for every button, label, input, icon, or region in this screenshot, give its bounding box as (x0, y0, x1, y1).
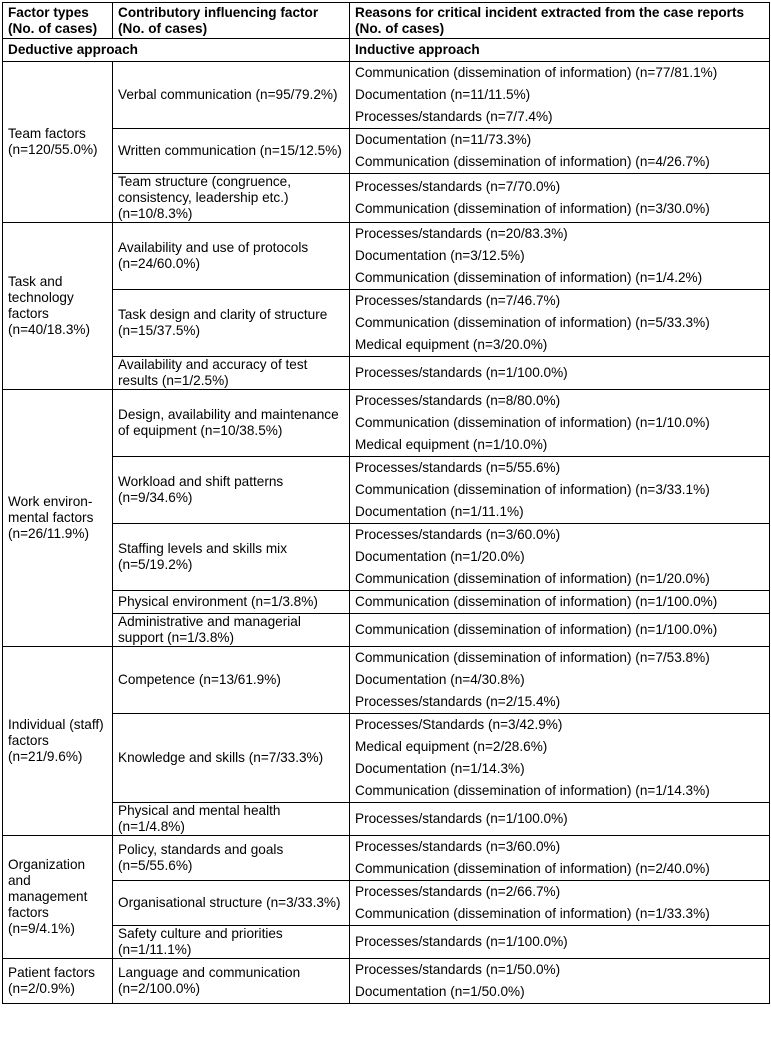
reason-item: Processes/standards (n=8/80.0%) (355, 393, 561, 408)
reason-item: Communication (dissemination of information) (n=7/53.8%) (355, 650, 710, 665)
reasons-cell (350, 174, 770, 223)
contributory-factor-cell: Workload and shift patterns (n=9/34.6%) (113, 457, 350, 524)
reason-item: Medical equipment (n=3/20.0%) (355, 337, 548, 352)
table-row (3, 457, 770, 524)
table-row (3, 714, 770, 803)
reasons-cell (350, 647, 770, 714)
reasons-cell (350, 129, 770, 174)
reason-item: Communication (dissemination of information) (n=4/26.7%) (355, 154, 710, 169)
reasons-cell (350, 926, 770, 959)
contributory-factor-cell: Availability and use of protocols (n=24/60.0%) (113, 223, 350, 290)
reason-item: Processes/standards (n=20/83.3%) (355, 226, 568, 241)
reason-item: Documentation (n=3/12.5%) (355, 248, 525, 263)
reasons-cell (350, 290, 770, 357)
reason-item: Processes/standards (n=3/60.0%) (355, 839, 561, 854)
contributory-factor-cell: Team structure (congruence, consistency, leadership etc.) (n=10/8.3%) (113, 174, 350, 223)
reason-item: Medical equipment (n=1/10.0%) (355, 437, 548, 452)
reasons-cell (350, 959, 770, 1004)
reason-item: Processes/standards (n=1/100.0%) (355, 934, 568, 949)
reasons-cell (350, 836, 770, 881)
reasons-cell (350, 524, 770, 591)
reasons-cell (350, 881, 770, 926)
reason-item: Processes/standards (n=1/50.0%) (355, 962, 561, 977)
table-row (3, 390, 770, 457)
factor-type-cell: Patient factors (n=2/0.9%) (3, 959, 113, 1004)
reason-item: Processes/standards (n=5/55.6%) (355, 460, 561, 475)
reason-item: Processes/standards (n=1/100.0%) (355, 365, 568, 380)
factor-type-cell: Work environ-mental factors (n=26/11.9%) (3, 390, 113, 647)
contributory-factor-cell: Administrative and managerial support (n=1/3.8%) (113, 614, 350, 647)
reason-item: Communication (dissemination of information) (n=1/10.0%) (355, 415, 710, 430)
header-row (3, 3, 770, 39)
reason-item: Processes/Standards (n=3/42.9%) (355, 717, 563, 732)
table-row (3, 926, 770, 959)
table-row (3, 357, 770, 390)
table-row (3, 223, 770, 290)
reason-item: Communication (dissemination of information) (n=5/33.3%) (355, 315, 710, 330)
factor-table (2, 2, 770, 1004)
reason-item: Documentation (n=1/11.1%) (355, 504, 524, 519)
table-row (3, 959, 770, 1004)
reason-item: Communication (dissemination of information) (n=3/30.0%) (355, 201, 710, 216)
subheader-row (3, 39, 770, 62)
reasons-cell (350, 223, 770, 290)
factor-type-cell: Individual (staff) factors (n=21/9.6%) (3, 647, 113, 836)
reason-item: Medical equipment (n=2/28.6%) (355, 739, 548, 754)
table-row (3, 647, 770, 714)
contributory-factor-cell: Design, availability and maintenance of equipment (n=10/38.5%) (113, 390, 350, 457)
contributory-factor-cell: Policy, standards and goals (n=5/55.6%) (113, 836, 350, 881)
reason-item: Communication (dissemination of information) (n=77/81.1%) (355, 65, 718, 80)
contributory-factor-cell: Organisational structure (n=3/33.3%) (113, 881, 350, 926)
contributory-factor-cell: Written communication (n=15/12.5%) (113, 129, 350, 174)
contributory-factor-cell: Language and communication (n=2/100.0%) (113, 959, 350, 1004)
reasons-cell (350, 803, 770, 836)
reason-item: Documentation (n=1/14.3%) (355, 761, 525, 776)
reasons-cell (350, 714, 770, 803)
reason-item: Processes/standards (n=2/66.7%) (355, 884, 561, 899)
subheader-inductive: Inductive approach (350, 39, 770, 62)
reason-item: Communication (dissemination of information) (n=3/33.1%) (355, 482, 710, 497)
factor-type-cell: Organization and management factors (n=9/4.1%) (3, 836, 113, 959)
header-factor-types: Factor types (No. of cases) (3, 3, 113, 39)
table-row (3, 524, 770, 591)
header-reasons: Reasons for critical incident extracted from the case reports (No. of cases) (350, 3, 770, 39)
table-row (3, 614, 770, 647)
contributory-factor-cell: Availability and accuracy of test results (n=1/2.5%) (113, 357, 350, 390)
reason-item: Processes/standards (n=2/15.4%) (355, 694, 561, 709)
reason-item: Processes/standards (n=3/60.0%) (355, 527, 561, 542)
reason-item: Processes/standards (n=7/46.7%) (355, 293, 561, 308)
reason-item: Processes/standards (n=7/70.0%) (355, 179, 561, 194)
reason-item: Documentation (n=11/73.3%) (355, 132, 532, 147)
reasons-cell (350, 591, 770, 614)
reason-item: Documentation (n=4/30.8%) (355, 672, 525, 687)
table-row (3, 881, 770, 926)
contributory-factor-cell: Staffing levels and skills mix (n=5/19.2%) (113, 524, 350, 591)
reason-item: Communication (dissemination of information) (n=1/14.3%) (355, 783, 710, 798)
reason-item: Documentation (n=11/11.5%) (355, 87, 531, 102)
table-row (3, 591, 770, 614)
reason-item: Processes/standards (n=1/100.0%) (355, 811, 568, 826)
table-row (3, 129, 770, 174)
reasons-cell (350, 457, 770, 524)
header-contributory-factor: Contributory influencing factor (No. of cases) (113, 3, 350, 39)
reason-item: Communication (dissemination of information) (n=1/100.0%) (355, 622, 718, 637)
contributory-factor-cell: Physical and mental health (n=1/4.8%) (113, 803, 350, 836)
table-row (3, 62, 770, 129)
contributory-factor-cell: Verbal communication (n=95/79.2%) (113, 62, 350, 129)
contributory-factor-cell: Task design and clarity of structure (n=15/37.5%) (113, 290, 350, 357)
subheader-deductive: Deductive approach (3, 39, 350, 62)
reason-item: Communication (dissemination of information) (n=1/4.2%) (355, 270, 703, 285)
reason-item: Processes/standards (n=7/7.4%) (355, 109, 553, 124)
reason-item: Communication (dissemination of information) (n=1/20.0%) (355, 571, 710, 586)
table-row (3, 174, 770, 223)
reasons-cell (350, 357, 770, 390)
reasons-cell (350, 614, 770, 647)
contributory-factor-cell: Safety culture and priorities (n=1/11.1%) (113, 926, 350, 959)
reason-item: Documentation (n=1/20.0%) (355, 549, 525, 564)
contributory-factor-cell: Knowledge and skills (n=7/33.3%) (113, 714, 350, 803)
table-row (3, 290, 770, 357)
reason-item: Documentation (n=1/50.0%) (355, 984, 525, 999)
factor-type-cell: Task and technology factors (n=40/18.3%) (3, 223, 113, 390)
table-row (3, 803, 770, 836)
factor-type-cell: Team factors (n=120/55.0%) (3, 62, 113, 223)
contributory-factor-cell: Competence (n=13/61.9%) (113, 647, 350, 714)
reasons-cell (350, 390, 770, 457)
reason-item: Communication (dissemination of information) (n=1/33.3%) (355, 906, 710, 921)
reasons-cell (350, 62, 770, 129)
table-row (3, 836, 770, 881)
reason-item: Communication (dissemination of information) (n=1/100.0%) (355, 594, 718, 609)
contributory-factor-cell: Physical environment (n=1/3.8%) (113, 591, 350, 614)
reason-item: Communication (dissemination of information) (n=2/40.0%) (355, 861, 710, 876)
